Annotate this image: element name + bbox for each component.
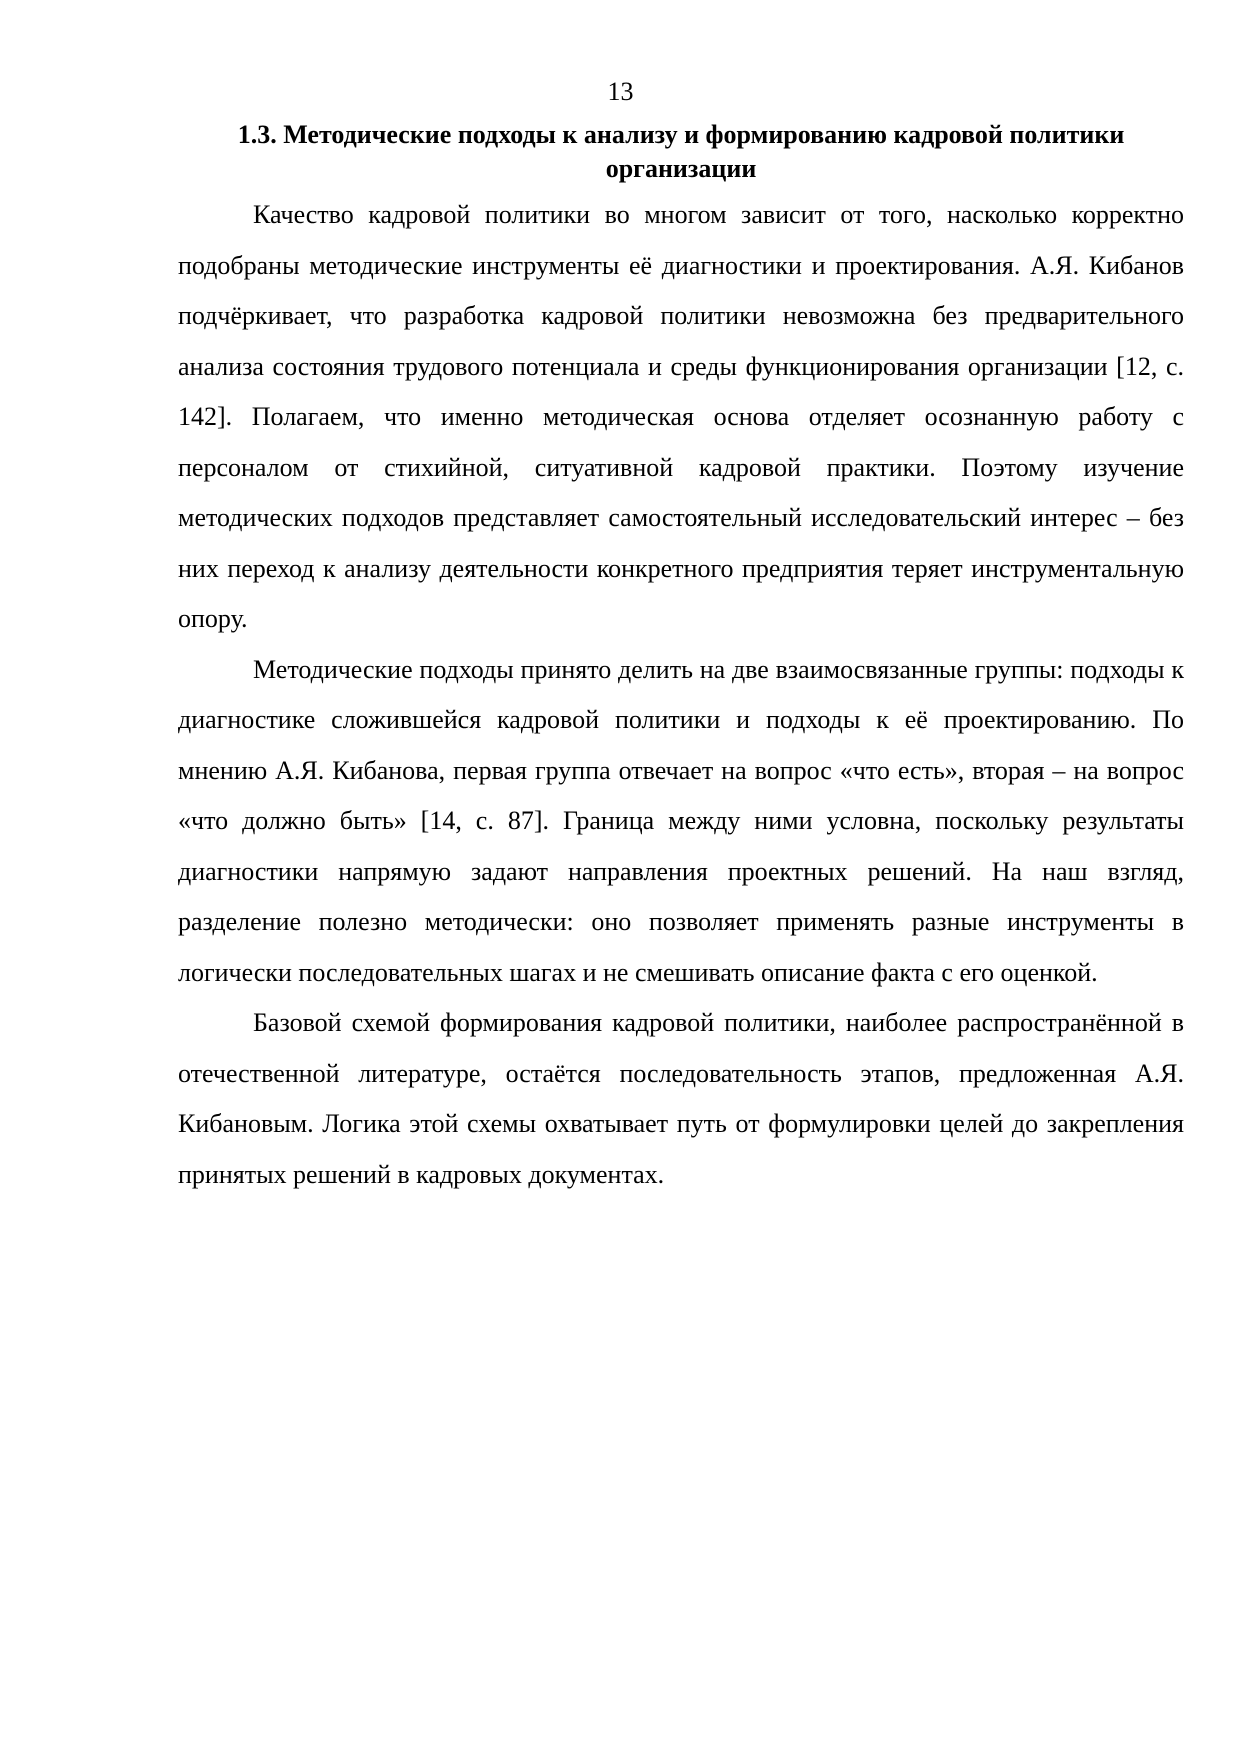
paragraph-2: Методические подходы принято делить на две взаимосвязанные группы: подходы к диагностике сложившейся кадровой политики и подходы к её проектированию. По мнению А.Я. Кибанова, первая группа отвечает на вопрос «что есть», вторая – на вопрос «что должно быть» [14, с. 87]. Граница между ними условна, поскольку результаты диагностики напрямую задают направления проектных решений. На наш взгляд, разделение полезно методически: оно позволяет применять разные инструменты в логически последовательных шагах и не смешивать описание факта с его оценкой. <box>178 654 1184 987</box>
paragraph-1: Качество кадровой политики во многом зависит от того, насколько корректно подобраны методические инструменты её диагностики и проектирования. А.Я. Кибанов подчёркивает, что разработка кадровой политики невозможна без предварительного анализа состояния трудового потенциала и среды функционирования организации [12, с. 142]. Полагаем, что именно методическая основа отделяет осознанную работу с персоналом от стихийной, ситуативной кадровой практики. Поэтому изучение методических подходов представляет самостоятельный исследовательский интерес – без них переход к анализу деятельности конкретного предприятия теряет инструментальную опору. <box>178 200 1184 633</box>
page-content <box>178 118 1184 1200</box>
paragraph-3: Базовой схемой формирования кадровой политики, наиболее распространённой в отечественной литературе, остаётся последовательность этапов, предложенная А.Я. Кибановым. Логика этой схемы охватывает путь от формулировки целей до закрепления принятых решений в кадровых документах. <box>178 1008 1184 1189</box>
section-title: 1.3. Методические подходы к анализу и формированию кадровой политики организации <box>237 120 1125 183</box>
page-number: 13 <box>607 77 634 106</box>
